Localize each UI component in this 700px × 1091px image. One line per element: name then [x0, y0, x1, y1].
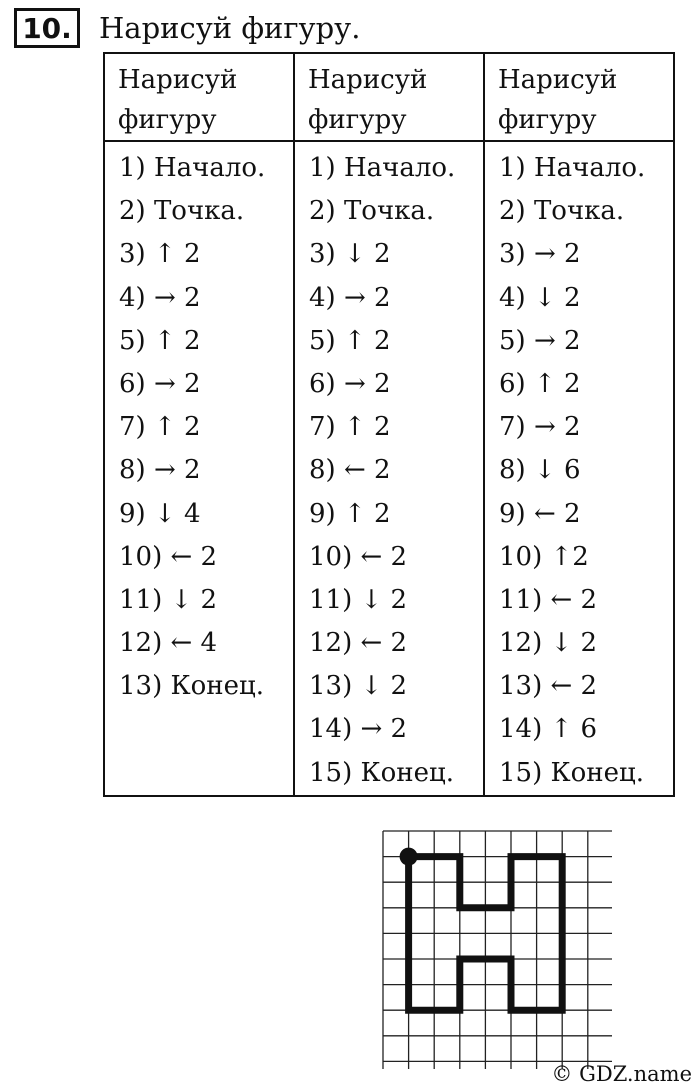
- table-body-row: [104, 141, 674, 796]
- step-item: 8) → 2: [119, 455, 201, 486]
- step-item: 13) Конец.: [119, 671, 264, 702]
- step-item: 6) ↑ 2: [499, 368, 581, 399]
- step-item: 4) → 2: [119, 282, 201, 313]
- step-item: 2) Точка.: [309, 196, 435, 227]
- step-item: 9) ↓ 4: [119, 498, 201, 529]
- header-line: Нарисуй: [118, 65, 238, 95]
- table-header-row: [104, 53, 674, 141]
- steps-column-1: [104, 141, 294, 796]
- step-item: 1) Начало.: [119, 153, 266, 183]
- step-item: 12) ← 4: [119, 628, 218, 659]
- step-item: 13) ↓ 2: [309, 671, 408, 702]
- start-point: [400, 848, 418, 866]
- step-item: 3) → 2: [499, 239, 581, 270]
- step-item: 7) → 2: [499, 412, 581, 443]
- step-item: 5) → 2: [499, 325, 581, 356]
- step-item: 2) Точка.: [119, 196, 245, 227]
- step-item: 1) Начало.: [309, 153, 456, 183]
- task-number: 10.: [14, 8, 80, 48]
- step-item: 8) ← 2: [309, 455, 391, 486]
- header-line: фигуру: [118, 105, 217, 135]
- step-item: 11) ← 2: [499, 584, 598, 615]
- copyright-credit: © GDZ.name: [551, 1062, 692, 1086]
- step-item: 2) Точка.: [499, 196, 625, 227]
- step-item: 10) ← 2: [119, 541, 218, 572]
- instructions-table: [103, 52, 675, 797]
- step-item: 11) ↓ 2: [309, 584, 408, 615]
- task-title: Нарисуй фигуру.: [99, 11, 361, 45]
- step-item: 15) Конец.: [309, 757, 454, 788]
- step-item: 10) ↑2: [499, 541, 589, 572]
- step-item: 5) ↑ 2: [119, 325, 201, 356]
- header-line: фигуру: [308, 105, 407, 135]
- header-line: Нарисуй: [308, 65, 428, 95]
- column-header-3: [484, 53, 674, 141]
- step-item: 11) ↓ 2: [119, 584, 218, 615]
- step-item: 9) ↑ 2: [309, 498, 391, 529]
- step-item: 8) ↓ 6: [499, 455, 581, 486]
- header-line: Нарисуй: [498, 65, 618, 95]
- step-item: 6) → 2: [309, 368, 391, 399]
- step-item: 3) ↑ 2: [119, 239, 201, 270]
- step-item: 15) Конец.: [499, 757, 644, 788]
- step-item: 5) ↑ 2: [309, 325, 391, 356]
- step-item: 12) ↓ 2: [499, 628, 598, 659]
- step-item: 6) → 2: [119, 368, 201, 399]
- step-item: 9) ← 2: [499, 498, 581, 529]
- example-figure: [381, 829, 612, 1073]
- step-item: 14) → 2: [309, 714, 408, 745]
- step-item: 12) ← 2: [309, 628, 408, 659]
- step-item: 1) Начало.: [499, 153, 646, 183]
- step-item: 4) ↓ 2: [499, 282, 581, 313]
- step-item: 10) ← 2: [309, 541, 408, 572]
- step-item: 7) ↑ 2: [119, 412, 201, 443]
- step-item: 13) ← 2: [499, 671, 598, 702]
- figure-grid: [381, 829, 612, 1069]
- step-item: 4) → 2: [309, 282, 391, 313]
- column-header-2: [294, 53, 484, 141]
- header-line: фигуру: [498, 105, 597, 135]
- steps-column-2: [294, 141, 484, 796]
- step-item: 14) ↑ 6: [499, 714, 598, 745]
- column-header-1: [104, 53, 294, 141]
- step-item: 3) ↓ 2: [309, 239, 391, 270]
- steps-column-3: [484, 141, 674, 796]
- step-item: 7) ↑ 2: [309, 412, 391, 443]
